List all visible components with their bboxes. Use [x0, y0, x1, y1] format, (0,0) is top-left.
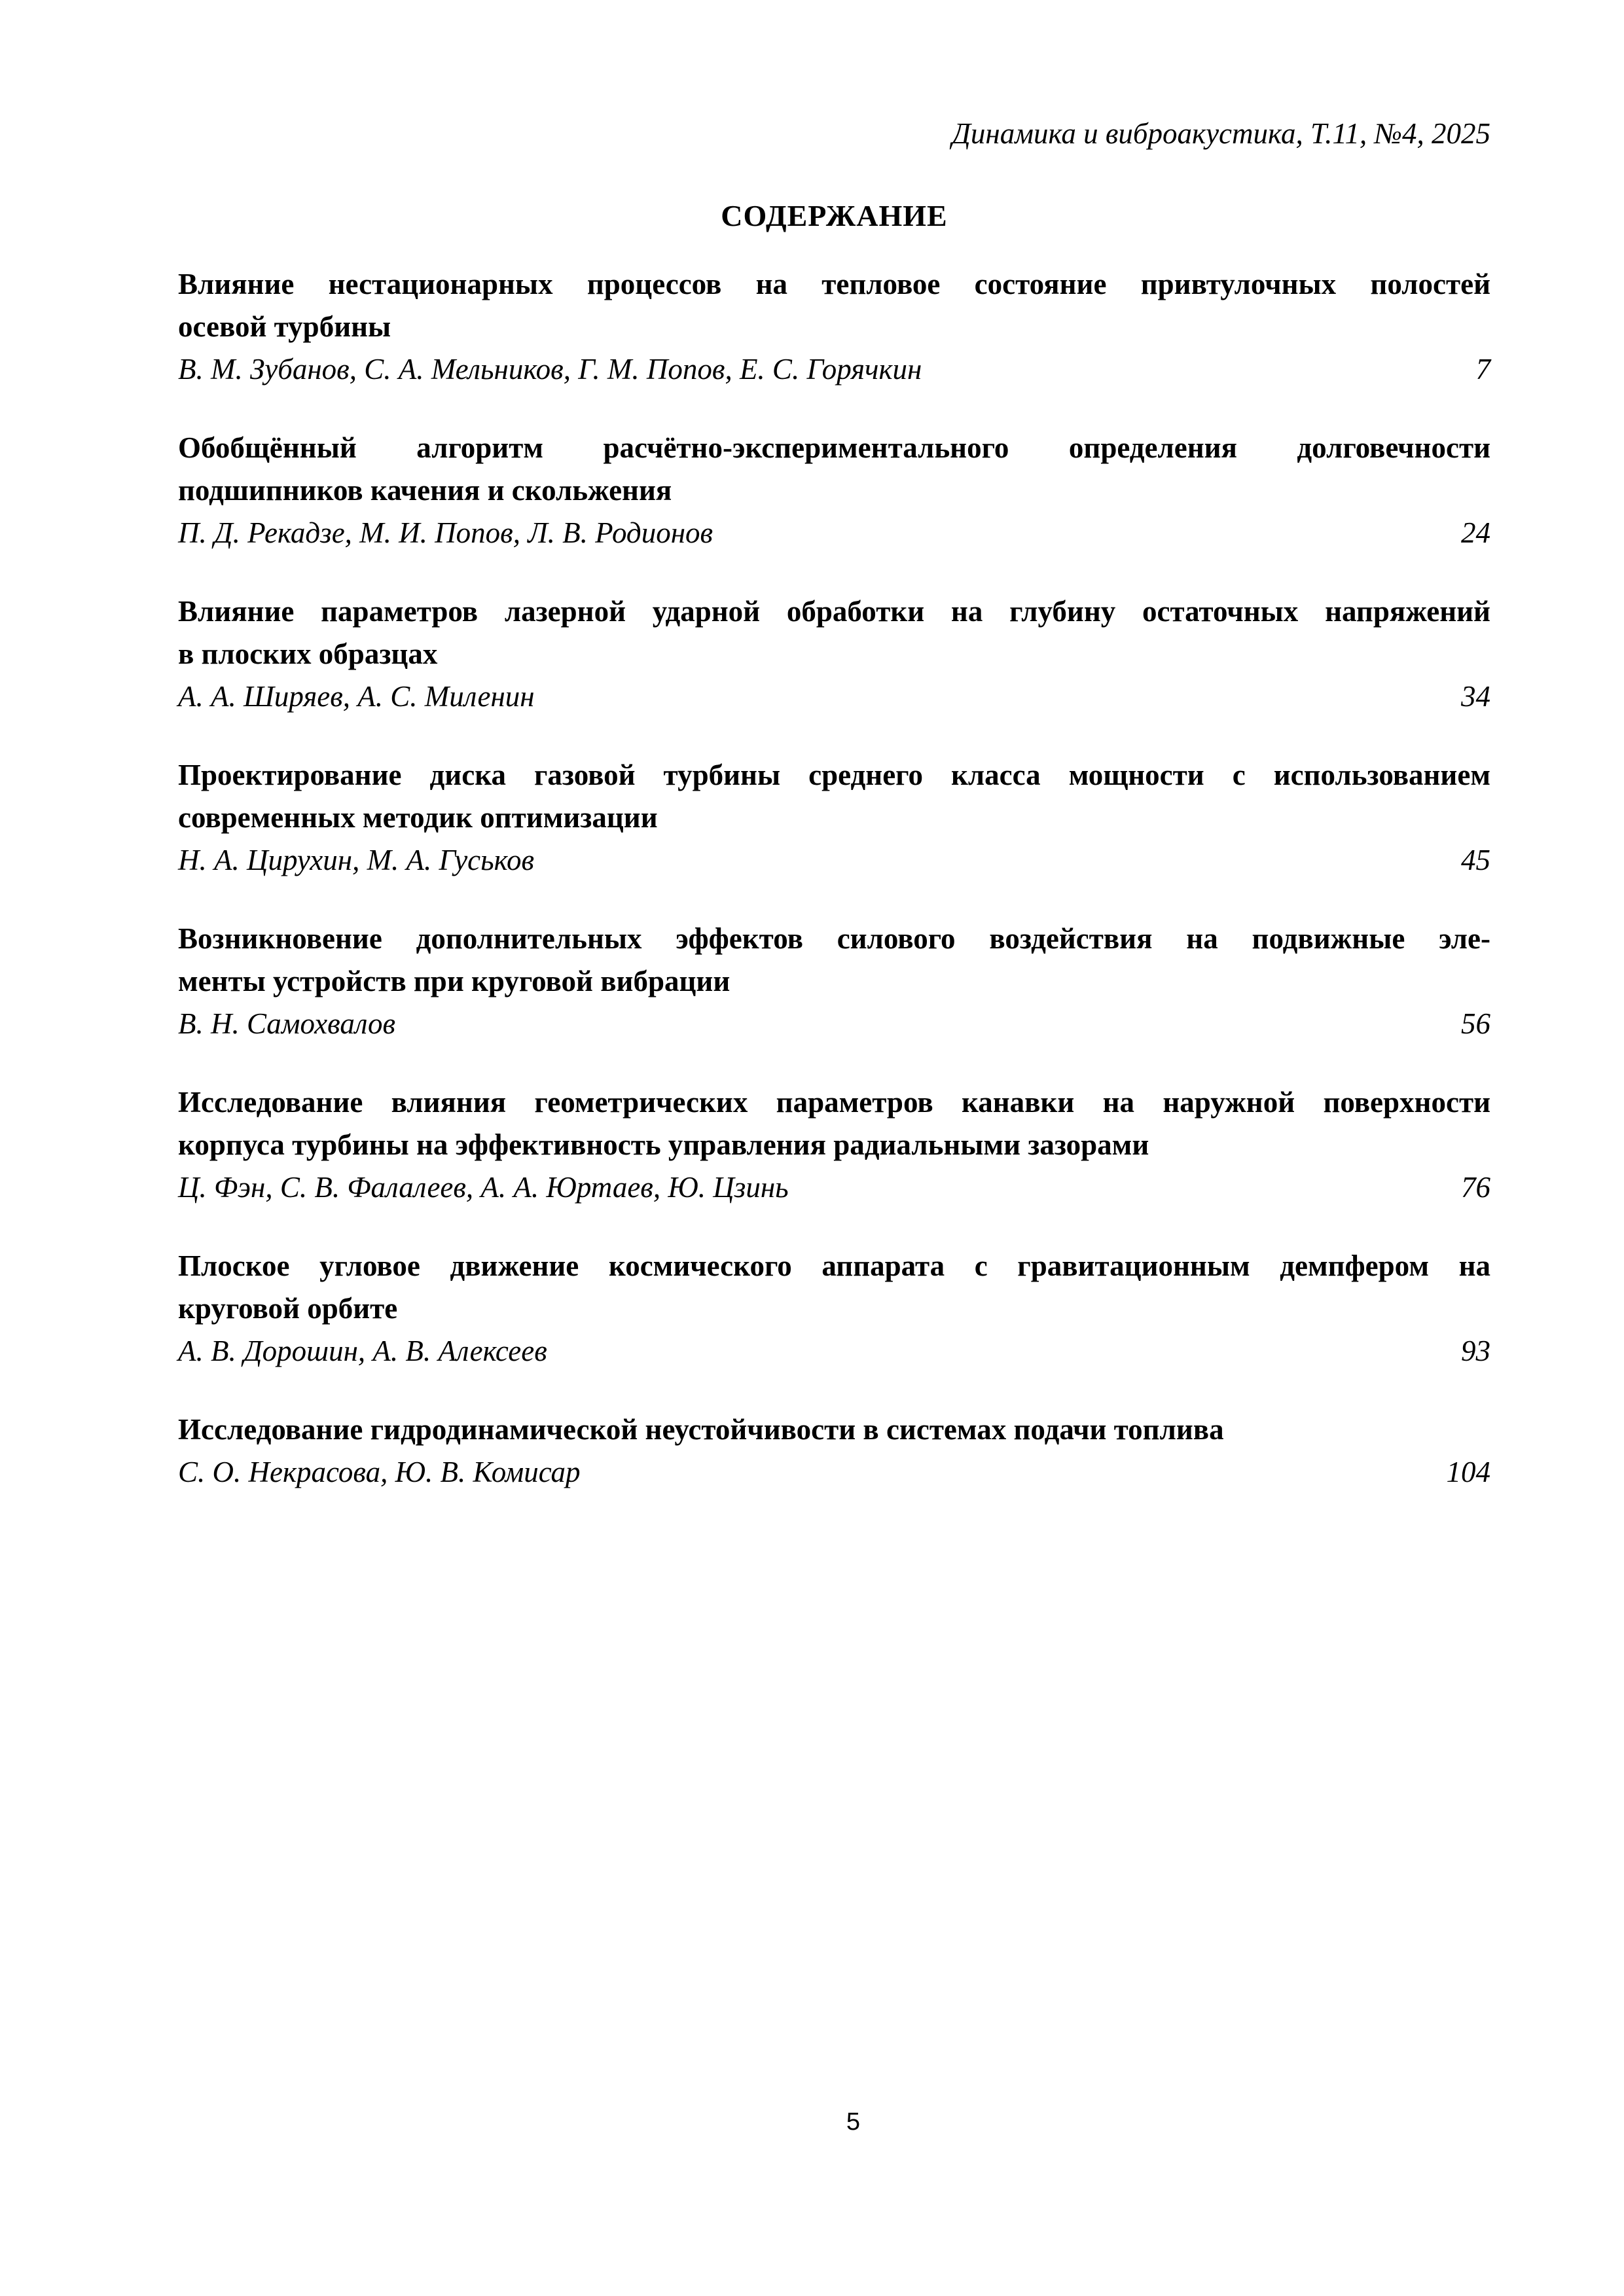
entry-authors-row: [178, 1003, 1490, 1045]
content-area: [178, 0, 1490, 1530]
entry-title-line: менты устройств при круговой вибрации: [178, 965, 731, 997]
entry-authors-row: [178, 512, 1490, 554]
entry-title-line: Возникновение дополнительных эффектов силового воздействия на подвижные эле-: [178, 922, 1490, 955]
toc-entries: [178, 263, 1490, 1494]
toc-entry: [178, 263, 1490, 391]
entry-title: [178, 1408, 1490, 1451]
entry-page-number: 24: [1461, 516, 1490, 549]
entry-title: [178, 754, 1490, 839]
entry-title-line: корпуса турбины на эффективность управления радиальными зазорами: [178, 1128, 1149, 1161]
page-title: СОДЕРЖАНИЕ: [721, 199, 948, 232]
journal-issue-header: Динамика и виброакустика, Т.11, №4, 2025: [952, 117, 1490, 150]
toc-entry: [178, 1081, 1490, 1209]
entry-authors: В. Н. Самохвалов: [178, 1007, 396, 1040]
entry-authors-row: [178, 675, 1490, 718]
entry-page-number: 34: [1461, 680, 1490, 713]
entry-authors-row: [178, 1451, 1490, 1494]
toc-entry: [178, 1408, 1490, 1494]
entry-page-number: 56: [1461, 1007, 1490, 1040]
entry-authors: С. О. Некрасова, Ю. В. Комисар: [178, 1456, 581, 1488]
entry-title: [178, 590, 1490, 675]
entry-title-line: круговой орбите: [178, 1292, 398, 1325]
entry-title-line: осевой турбины: [178, 310, 391, 343]
entry-title: [178, 263, 1490, 348]
entry-authors-row: [178, 1166, 1490, 1209]
entry-title: [178, 1081, 1490, 1166]
entry-authors: П. Д. Рекадзе, М. И. Попов, Л. В. Родионов: [178, 516, 713, 549]
entry-authors-row: [178, 1330, 1490, 1372]
entry-authors-row: [178, 839, 1490, 882]
entry-page-number: 45: [1461, 844, 1490, 876]
entry-title-line: Влияние нестационарных процессов на тепловое состояние привтулочных полостей: [178, 268, 1490, 300]
entry-title: [178, 918, 1490, 1003]
entry-authors: Н. А. Цирухин, М. А. Гуськов: [178, 844, 534, 876]
entry-title-line: в плоских образцах: [178, 637, 438, 670]
toc-entry: [178, 1245, 1490, 1372]
toc-entry: [178, 590, 1490, 718]
entry-title-line: Исследование влияния геометрических параметров канавки на наружной поверхности: [178, 1086, 1490, 1119]
entry-title-line: Влияние параметров лазерной ударной обработки на глубину остаточных напряжений: [178, 595, 1490, 628]
toc-entry: [178, 427, 1490, 554]
entry-title: [178, 427, 1490, 512]
entry-page-number: 104: [1446, 1456, 1490, 1488]
entry-title-line: Плоское угловое движение космического аппарата с гравитационным демпфером на: [178, 1249, 1490, 1282]
page-number-footer: 5: [846, 2108, 861, 2136]
entry-authors: А. А. Ширяев, А. С. Миленин: [178, 680, 535, 713]
entry-authors: Ц. Фэн, С. В. Фалалеев, А. А. Юртаев, Ю. Цзинь: [178, 1171, 789, 1204]
entry-title-line: Проектирование диска газовой турбины среднего класса мощности с использованием: [178, 759, 1490, 791]
entry-title: [178, 1245, 1490, 1330]
entry-title-line: современных методик оптимизации: [178, 801, 658, 834]
entry-page-number: 76: [1461, 1171, 1490, 1204]
entry-title-line: Исследование гидродинамической неустойчивости в системах подачи топлива: [178, 1413, 1224, 1446]
entry-page-number: 7: [1475, 353, 1490, 386]
toc-entry: [178, 754, 1490, 882]
entry-authors: А. В. Дорошин, А. В. Алексеев: [178, 1335, 547, 1367]
entry-authors-row: [178, 348, 1490, 391]
entry-title-line: Обобщённый алгоритм расчётно-экспериментального определения долговечности: [178, 431, 1490, 464]
entry-title-line: подшипников качения и скольжения: [178, 474, 672, 507]
entry-page-number: 93: [1461, 1335, 1490, 1367]
toc-entry: [178, 918, 1490, 1045]
entry-authors: В. М. Зубанов, С. А. Мельников, Г. М. Попов, Е. С. Горячкин: [178, 353, 922, 386]
